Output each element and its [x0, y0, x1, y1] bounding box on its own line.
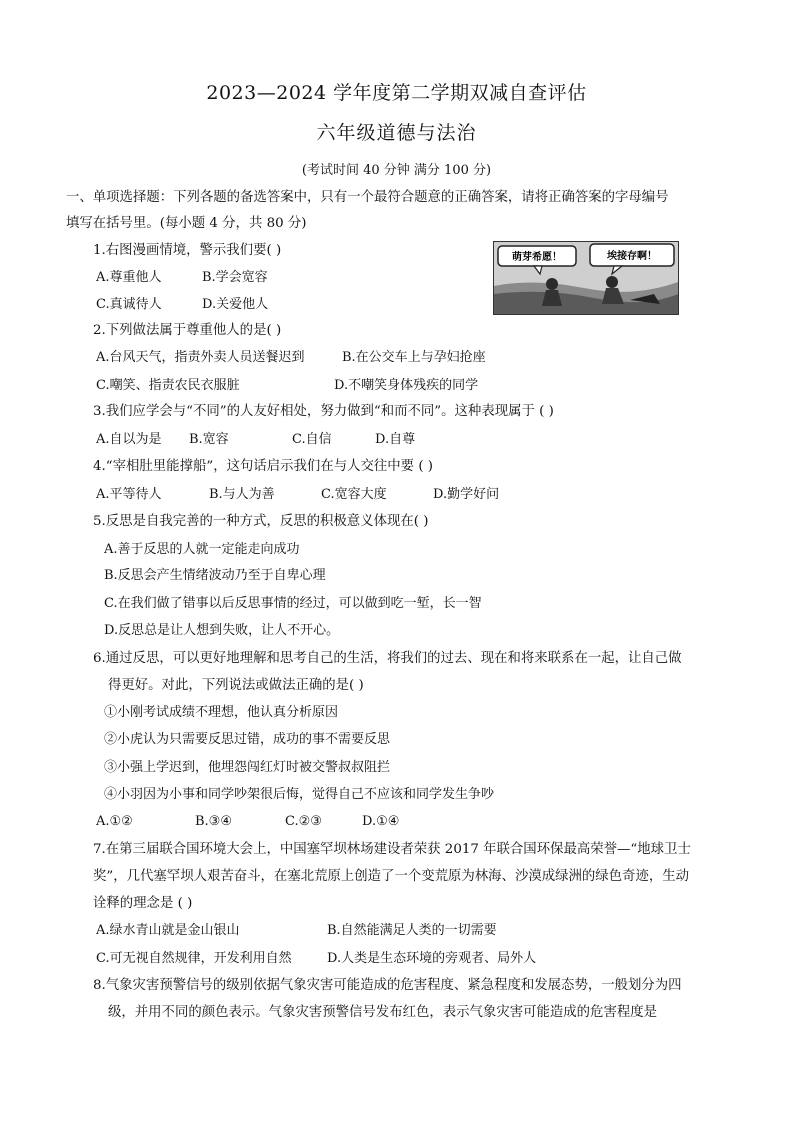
- exam-info: (考试时间 40 分钟 满分 100 分): [301, 163, 492, 178]
- comic-bubble-right: 埃接存啊！: [607, 251, 657, 262]
- question-5-option-d: D.反思总是让人想到失败，让人不开心。: [104, 623, 340, 638]
- question-6-stem-line1: 6.通过反思，可以更好地理解和思考自己的生活，将我们的过去、现在和将来联系在一起，让自己做: [93, 651, 682, 666]
- question-6-option-a: A.①②: [96, 814, 133, 829]
- question-4-option-c: C.宽容大度: [321, 487, 387, 502]
- section-instructions-line2: 填写在括号里。(每小题 4 分，共 80 分): [66, 216, 307, 231]
- question-3-option-a: A.自以为是: [96, 432, 162, 447]
- question-8-stem-line2: 级，并用不同的颜色表示。气象灾害预警信号发布红色，表示气象灾害可能造成的危害程度是: [108, 1005, 658, 1020]
- question-7-option-c: C.可无视自然规律，开发利用自然: [96, 951, 292, 966]
- question-6-option-c: C.②③: [285, 814, 322, 829]
- question-6-statement-4: ④小羽因为小事和同学吵架很后悔，觉得自己不应该和同学发生争吵: [104, 787, 495, 802]
- exam-subject: 六年级道德与法治: [316, 122, 477, 144]
- question-5-option-a: A.善于反思的人就一定能走向成功: [104, 542, 300, 557]
- comic-illustration: [493, 241, 679, 315]
- question-6-stem-line2: 得更好。对此，下列说法或做法正确的是( ): [108, 678, 364, 693]
- question-3-option-d: D.自尊: [375, 432, 416, 447]
- question-2-option-c: C.嘲笑、指责农民衣服脏: [96, 378, 240, 393]
- question-4-stem: 4.“宰相肚里能撑船”，这句话启示我们在与人交往中要 ( ): [93, 459, 434, 474]
- question-4-option-b: B.与人为善: [209, 487, 275, 502]
- question-6-option-b: B.③④: [195, 814, 232, 829]
- question-1-option-b: B.学会宽容: [202, 270, 268, 285]
- question-5-stem: 5.反思是自我完善的一种方式，反思的积极意义体现在( ): [93, 514, 429, 529]
- question-2-option-d: D.不嘲笑身体残疾的同学: [334, 378, 479, 393]
- question-7-stem-line3: 诠释的理念是 ( ): [93, 896, 193, 911]
- question-2-stem: 2.下列做法属于尊重他人的是( ): [93, 323, 282, 338]
- question-4-option-a: A.平等待人: [96, 487, 162, 502]
- question-1-option-d: D.关爱他人: [202, 297, 269, 312]
- question-4-option-d: D.勤学好问: [433, 487, 500, 502]
- question-3-option-c: C.自信: [292, 432, 332, 447]
- question-7-option-d: D.人类是生态环境的旁观者、局外人: [327, 951, 537, 966]
- question-7-option-b: B.自然能满足人类的一切需要: [327, 923, 497, 938]
- question-2-option-b: B.在公交车上与孕妇抢座: [342, 350, 486, 365]
- question-7-stem-line2: 奖”，几代塞罕坝人艰苦奋斗，在塞北荒原上创造了一个变荒原为林海、沙漠成绿洲的绿色奇迹，生动: [93, 869, 690, 884]
- comic-bubble-left: 萌芽希愿！: [512, 252, 562, 263]
- question-7-option-a: A.绿水青山就是金山银山: [96, 923, 240, 938]
- question-3-option-b: B.宽容: [189, 432, 229, 447]
- question-6-statement-1: ①小刚考试成绩不理想，他认真分析原因: [104, 705, 339, 720]
- question-1-stem: 1.右图漫画情境，警示我们要( ): [93, 243, 282, 258]
- section-instructions-line1: 一、单项选择题：下列各题的备选答案中，只有一个最符合题意的正确答案，请将正确答案的字母编号: [66, 190, 669, 205]
- question-6-option-d: D.①④: [362, 814, 400, 829]
- question-3-stem: 3.我们应学会与“不同”的人友好相处，努力做到“和而不同”。这种表现属于 ( ): [93, 404, 554, 419]
- question-6-statement-3: ③小强上学迟到，他埋怨闯红灯时被交警叔叔阻拦: [104, 760, 391, 775]
- exam-title: 2023—2024 学年度第二学期双减自查评估: [206, 82, 587, 104]
- question-7-stem-line1: 7.在第三届联合国环境大会上，中国塞罕坝林场建设者荣获 2017 年联合国环保最高荣誉—“地球卫士: [93, 842, 691, 857]
- question-1-option-c: C.真诚待人: [96, 297, 162, 312]
- question-5-option-b: B.反思会产生情绪波动乃至于自卑心理: [104, 568, 326, 583]
- question-6-statement-2: ②小虎认为只需要反思过错，成功的事不需要反思: [104, 732, 391, 747]
- question-8-stem-line1: 8.气象灾害预警信号的级别依据气象灾害可能造成的危害程度、紧急程度和发展态势，一般划分为四: [93, 978, 682, 993]
- question-2-option-a: A.台风天气，指责外卖人员送餐迟到: [96, 350, 305, 365]
- question-1-option-a: A.尊重他人: [96, 270, 162, 285]
- question-5-option-c: C.在我们做了错事以后反思事情的经过，可以做到吃一堑，长一智: [104, 596, 482, 611]
